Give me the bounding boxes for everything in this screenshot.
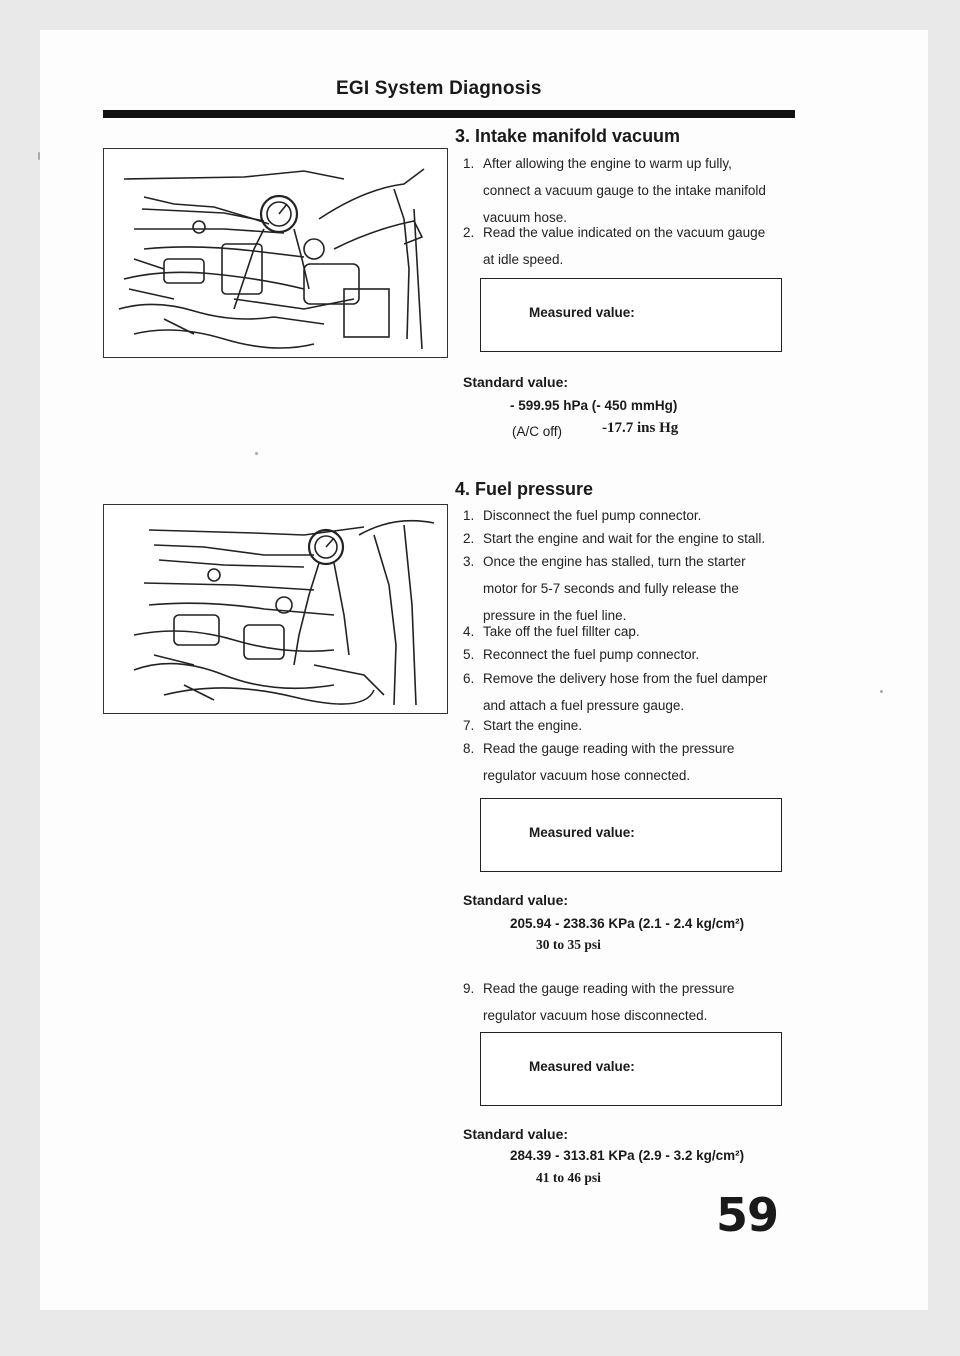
page-header-title: EGI System Diagnosis: [336, 78, 542, 99]
step-number: 9.: [463, 981, 475, 996]
step-text: Start the engine and wait for the engine to stall.: [483, 531, 766, 546]
fuel-pressure-gauge-illustration: [103, 504, 448, 714]
scan-speck: [880, 690, 883, 693]
section-4-step-3: [463, 548, 798, 629]
step-number: 4.: [463, 624, 475, 639]
handwritten-conversion: 30 to 35 psi: [536, 937, 601, 952]
page-number: 59: [716, 1188, 779, 1242]
handwritten-conversion: -17.7 ins Hg: [602, 420, 679, 436]
step-text: Start the engine.: [483, 718, 583, 733]
standard-value-connected: 205.94 - 238.36 KPa (2.1 - 2.4 kg/cm²): [510, 916, 745, 931]
step-number: 6.: [463, 671, 475, 686]
step-text: Remove the delivery hose from the fuel damper: [483, 671, 768, 686]
scan-speck: [38, 152, 40, 160]
step-number: 7.: [463, 718, 475, 733]
step-number: 5.: [463, 647, 475, 662]
measured-value-label: Measured value:: [529, 1059, 635, 1074]
step-text: motor for 5-7 seconds and fully release the: [483, 581, 739, 596]
step-text: pressure in the fuel line.: [483, 608, 627, 623]
section-3-title: 3. Intake manifold vacuum: [455, 126, 681, 146]
step-text: Reconnect the fuel pump connector.: [483, 647, 700, 662]
standard-value-label: Standard value:: [463, 374, 569, 390]
measured-value-box-vacuum: [480, 278, 782, 352]
step-number: 1.: [463, 156, 475, 171]
step-text: Read the gauge reading with the pressure: [483, 741, 735, 756]
step-number: 1.: [463, 508, 475, 523]
handwritten-conversion: 41 to 46 psi: [536, 1170, 601, 1185]
section-4-step-8: [463, 735, 798, 789]
measured-value-label: Measured value:: [529, 825, 635, 840]
step-number: 8.: [463, 741, 475, 756]
step-text: Disconnect the fuel pump connector.: [483, 508, 702, 523]
step-number: 3.: [463, 554, 475, 569]
step-text: Read the gauge reading with the pressure: [483, 981, 735, 996]
step-text: After allowing the engine to warm up fully,: [483, 156, 732, 171]
standard-value-disconnected: 284.39 - 313.81 KPa (2.9 - 3.2 kg/cm²): [510, 1148, 745, 1163]
section-4-step-9: [463, 975, 798, 1029]
step-text: regulator vacuum hose disconnected.: [483, 1008, 708, 1023]
step-number: 2.: [463, 531, 475, 546]
standard-value-label: Standard value:: [463, 1126, 569, 1142]
section-4-step-5: [463, 641, 798, 668]
section-4-title: 4. Fuel pressure: [455, 479, 594, 499]
standard-value-label: Standard value:: [463, 892, 569, 908]
measured-value-box-connected: [480, 798, 782, 872]
step-text: Once the engine has stalled, turn the starter: [483, 554, 746, 569]
step-text: regulator vacuum hose connected.: [483, 768, 691, 783]
step-text: Read the value indicated on the vacuum gauge: [483, 225, 766, 240]
section-4-step-6: [463, 665, 798, 719]
step-text: and attach a fuel pressure gauge.: [483, 698, 685, 713]
step-text: Take off the fuel fillter cap.: [483, 624, 640, 639]
header-rule: [103, 110, 795, 118]
standard-value-vacuum: - 599.95 hPa (- 450 mmHg): [510, 398, 678, 413]
step-text: at idle speed.: [483, 252, 564, 267]
standard-value-note: (A/C off): [512, 424, 563, 439]
vacuum-gauge-illustration: [103, 148, 448, 358]
measured-value-box-disconnected: [480, 1032, 782, 1106]
section-3-step-2: [463, 219, 798, 273]
measured-value-label: Measured value:: [529, 305, 635, 320]
step-number: 2.: [463, 225, 475, 240]
step-text: vacuum hose.: [483, 210, 568, 225]
step-text: connect a vacuum gauge to the intake manifold: [483, 183, 766, 198]
scan-speck: [255, 452, 258, 455]
